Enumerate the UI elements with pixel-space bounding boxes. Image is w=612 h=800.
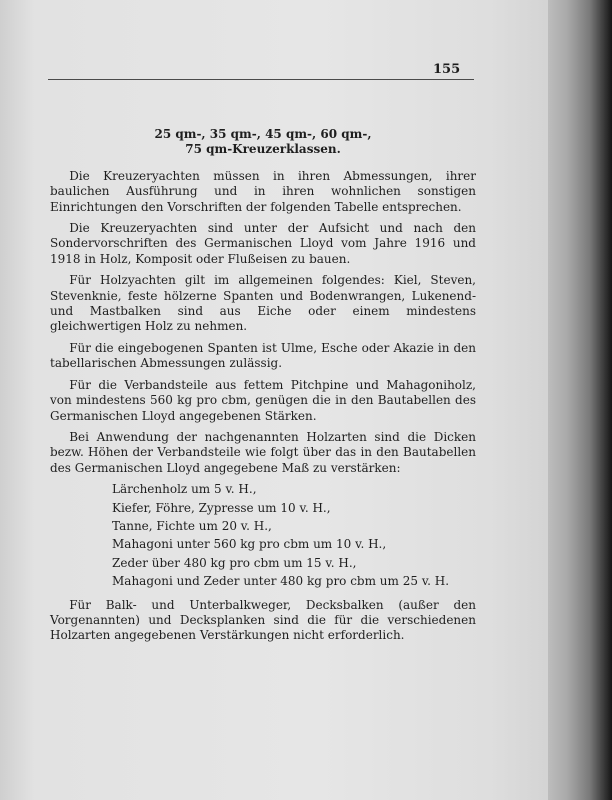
paragraph-6: Bei Anwendung der nachgenannten Holzarten sind die Dicken bezw. Höhen der Verbandsteile wie folgt über das in den Bautabellen des Germanischen Lloyd angegebene Maß zu verstärken: [50,429,476,475]
list-item: Tanne, Fichte um 20 v. H., [112,518,272,533]
list-item: Kiefer, Föhre, Zypresse um 10 v. H., [112,500,331,515]
wood-reinforcement-list [112,482,476,589]
heading-line-2: 75 qm-Kreuzerklassen. [185,142,341,157]
section-heading [50,127,476,158]
paragraph-4: Für die eingebogenen Spanten ist Ulme, Esche oder Akazie in den tabellarischen Abmessungen zulässig. [50,340,476,371]
paragraph-5: Für die Verbandsteile aus fettem Pitchpine und Mahagoniholz, von mindestens 560 kg pro cbm, genügen die in den Bautabellen des Germanischen Lloyd angegebenen Stärken. [50,377,476,423]
list-item: Lärchenholz um 5 v. H., [112,482,257,497]
page-number: 155 [433,62,461,77]
closing-paragraph: Für Balk- und Unterbalkweger, Decksbalken (außer den Vorgenannten) und Decksplanken sind die für die verschiedenen Holzarten angegebenen Verstärkungen nicht erforderlich. [50,597,476,643]
paragraph-1: Die Kreuzeryachten müssen in ihren Abmessungen, ihrer baulichen Ausführung und in ihren wohnlichen sonstigen Einrichtungen den Vorschriften der folgenden Tabelle entsprechen. [50,168,476,214]
paragraph-2: Die Kreuzeryachten sind unter der Aufsicht und nach den Sondervorschriften des Germanischen Lloyd vom Jahre 1916 und 1918 in Holz, Komposit oder Flußeisen zu bauen. [50,221,476,266]
list-item: Zeder über 480 kg pro cbm um 15 v. H., [112,555,357,570]
header-rule [48,79,474,80]
heading-line-1: 25 qm-, 35 qm-, 45 qm-, 60 qm-, [154,127,372,141]
list-item: Mahagoni und Zeder unter 480 kg pro cbm um 25 v. H. [112,574,450,589]
paragraph-3: Für Holzyachten gilt im allgemeinen folgendes: Kiel, Steven, Stevenknie, feste hölzerne Spanten und Bodenwrangen, Lukenend- und Mastbalken sind aus Eiche oder einem mindestens gleichwertigen Holz zu nehmen. [50,273,476,334]
page-body [50,127,476,650]
book-spine-shadow [548,0,612,800]
list-item: Mahagoni unter 560 kg pro cbm um 10 v. H., [112,537,387,552]
